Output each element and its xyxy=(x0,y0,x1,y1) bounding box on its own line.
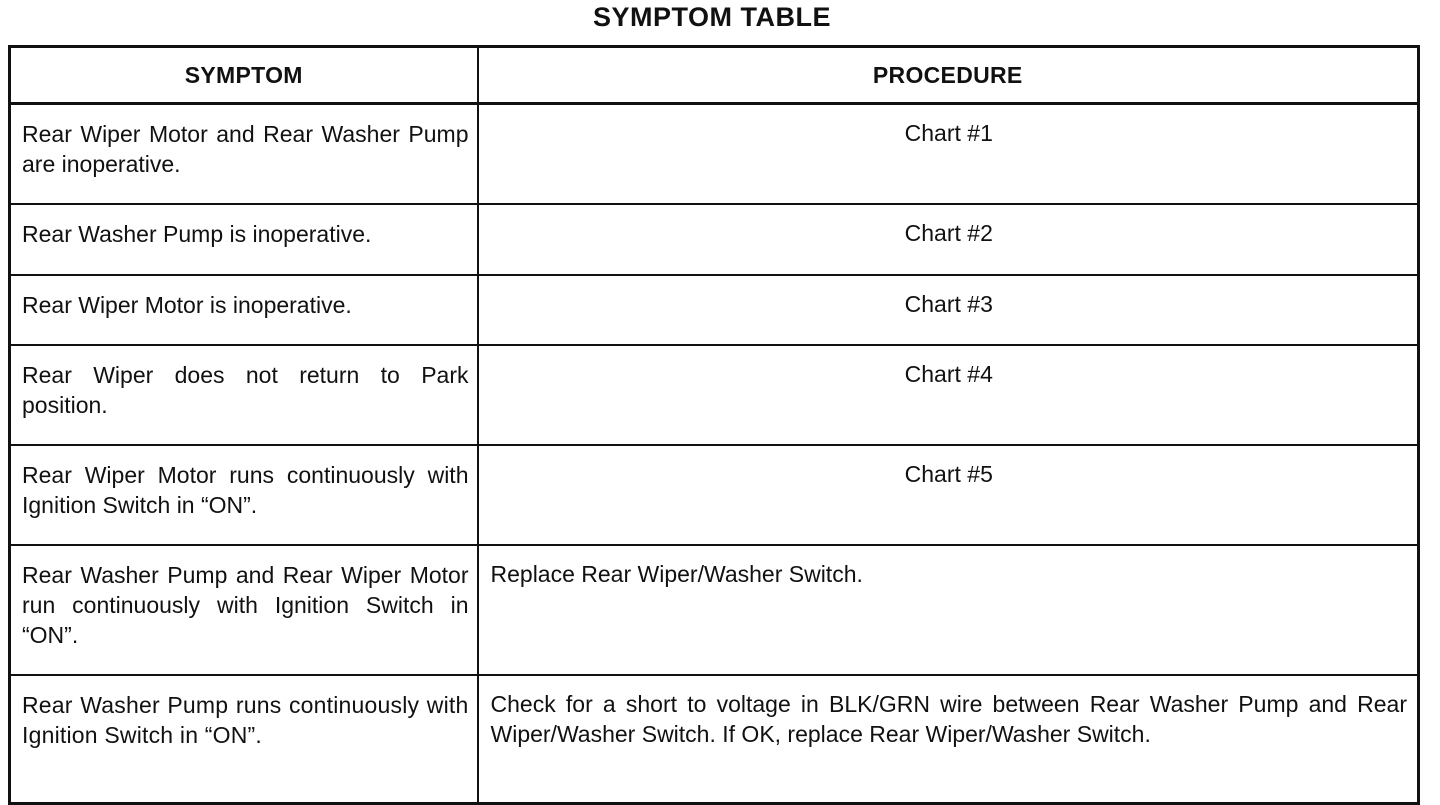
symptom-cell: Rear Wiper does not return to Park position. xyxy=(10,345,478,445)
table-row xyxy=(10,275,1419,345)
procedure-cell: Chart #2 xyxy=(478,204,1419,275)
table-row xyxy=(10,345,1419,445)
procedure-cell: Chart #1 xyxy=(478,104,1419,205)
symptom-cell: Rear Wiper Motor is inoperative. xyxy=(10,275,478,345)
table-row xyxy=(10,204,1419,275)
table-header-row xyxy=(10,47,1419,104)
symptom-cell: Rear Wiper Motor runs continuously with Ignition Switch in “ON”. xyxy=(10,445,478,545)
symptom-column-header: SYMPTOM xyxy=(10,47,478,104)
symptom-cell: Rear Wiper Motor and Rear Washer Pump are inoperative. xyxy=(10,104,478,205)
procedure-cell: Replace Rear Wiper/Washer Switch. xyxy=(478,545,1419,675)
procedure-cell: Chart #5 xyxy=(478,445,1419,545)
table-row xyxy=(10,104,1419,205)
procedure-column-header: PROCEDURE xyxy=(478,47,1419,104)
table-row xyxy=(10,675,1419,804)
page-title: SYMPTOM TABLE xyxy=(592,2,831,32)
symptom-cell: Rear Washer Pump runs continuously with Ignition Switch in “ON”. xyxy=(10,675,478,804)
symptom-table xyxy=(8,45,1420,805)
procedure-cell: Chart #4 xyxy=(478,345,1419,445)
procedure-cell: Check for a short to voltage in BLK/GRN wire between Rear Washer Pump and Rear Wiper/Washer Switch. If OK, replace Rear Wiper/Washer Switch. xyxy=(478,675,1419,804)
symptom-cell: Rear Washer Pump and Rear Wiper Motor run continuously with Ignition Switch in “ON”. xyxy=(10,545,478,675)
table-row xyxy=(10,445,1419,545)
procedure-cell: Chart #3 xyxy=(478,275,1419,345)
symptom-cell: Rear Washer Pump is inoperative. xyxy=(10,204,478,275)
table-row xyxy=(10,545,1419,675)
